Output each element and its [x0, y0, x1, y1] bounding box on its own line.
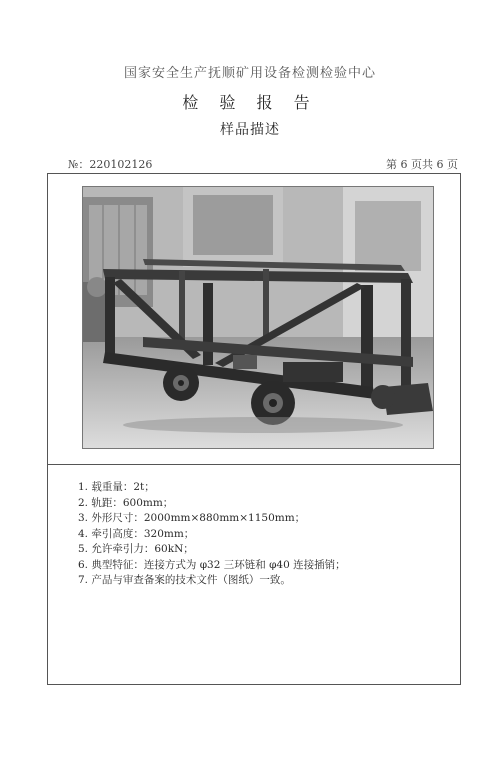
spec-item: 2. 轨距：600mm；: [78, 496, 174, 509]
sample-photo-illustration: [83, 187, 434, 449]
report-number: [68, 156, 152, 172]
report-title: 检 验 报 告: [182, 93, 318, 112]
spec-item: 1. 载重量：2t；: [78, 481, 155, 493]
spec-list: [78, 480, 448, 589]
spec-item: 3. 外形尺寸：2000mm×880mm×1150mm；: [78, 512, 306, 524]
report-number-value: 220102126: [89, 158, 153, 171]
spec-item: 6. 典型特征：连接方式为 φ32 三环链和 φ40 连接插销；: [78, 558, 346, 571]
spec-item: 4. 牵引高度：320mm；: [78, 527, 195, 540]
spec-item: 7. 产品与审查备案的技术文件（图纸）一致。: [78, 574, 291, 586]
section-divider: [47, 464, 461, 465]
page-info: 第 6 页共 6 页: [386, 158, 458, 171]
report-number-label: №：: [68, 158, 90, 171]
section-title: 样品描述: [220, 122, 280, 138]
organization-name: 国家安全生产抚顺矿用设备检测检验中心: [123, 66, 376, 81]
spec-item: 5. 允许牵引力：60kN；: [78, 543, 194, 555]
report-meta-row: [68, 156, 458, 172]
sample-photo: [82, 186, 434, 449]
